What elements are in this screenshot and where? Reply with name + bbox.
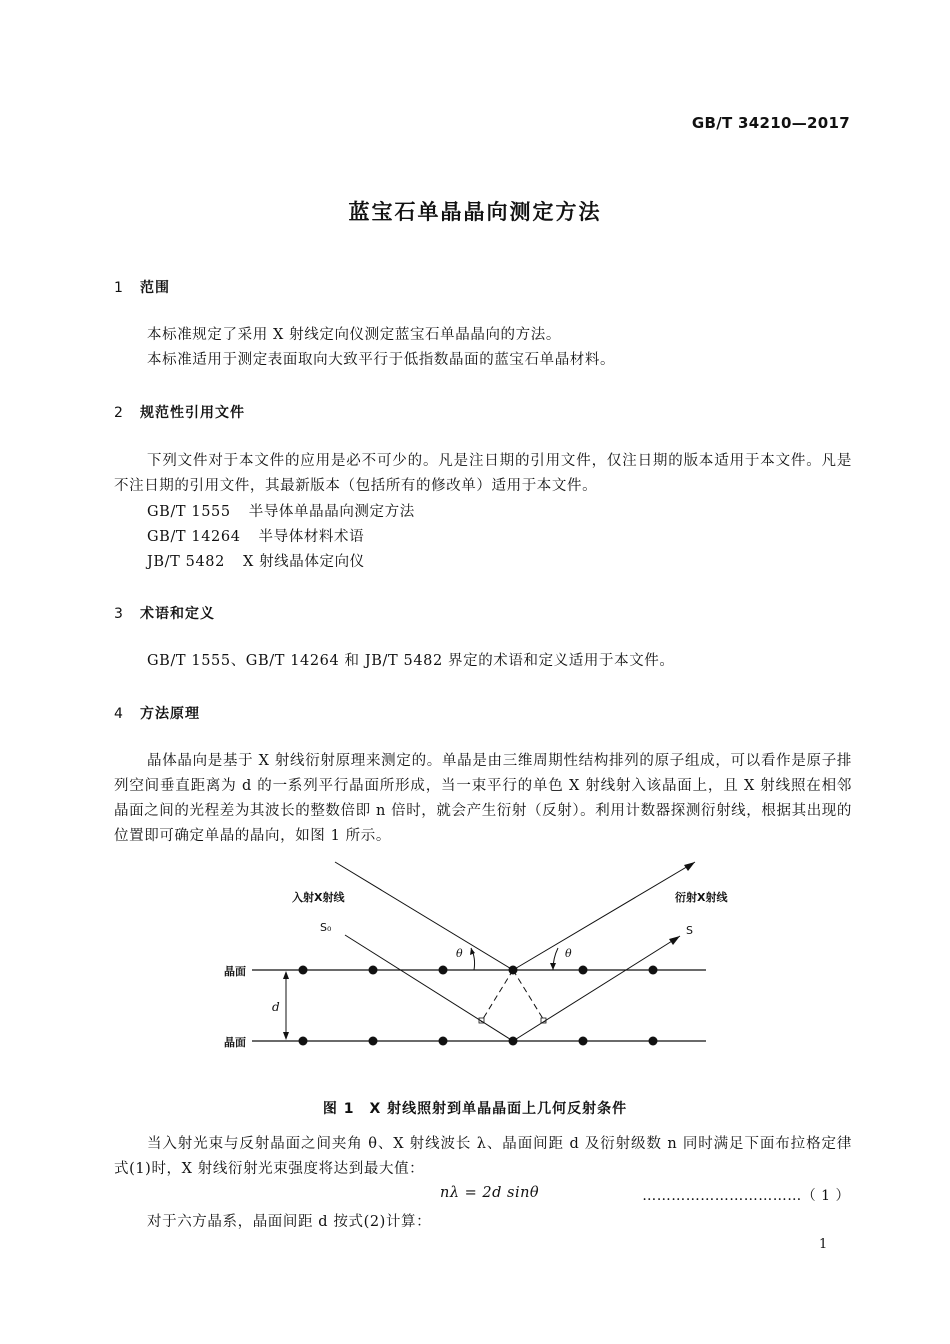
s0-label: S₀	[320, 921, 332, 934]
reference-name: X 射线晶体定向仪	[242, 554, 365, 570]
crystal-plane-label-bottom: 晶面	[224, 1036, 246, 1049]
incident-xray-label: 入射X射线	[292, 891, 345, 904]
terms-paragraph: GB/T 1555、GB/T 14264 和 JB/T 5482 界定的术语和定义适用于本文件。	[147, 653, 675, 669]
diffracted-xray-label: 衍射X射线	[675, 891, 728, 904]
path-difference-line-right	[513, 970, 545, 1022]
arrowhead	[283, 1032, 289, 1040]
scope-paragraph-2: 本标准适用于测定表面取向大致平行于低指数晶面的蓝宝石单晶材料。	[147, 352, 616, 368]
arrowhead	[669, 936, 680, 945]
atom	[649, 1037, 658, 1046]
atom	[579, 966, 588, 975]
section-number: 2	[114, 405, 124, 421]
section-number: 1	[114, 280, 124, 296]
incident-ray-upper	[335, 862, 513, 970]
reference-name: 半导体材料术语	[258, 529, 365, 545]
atom	[579, 1037, 588, 1046]
section-number: 4	[114, 706, 124, 722]
bragg-formula: nλ = 2d sinθ	[440, 1185, 540, 1201]
normative-intro-paragraph: 下列文件对于本文件的应用是必不可少的。凡是注日期的引用文件，仅注日期的版本适用于本文件。凡是不注日期的引用文件，其最新版本（包括所有的修改单）适用于本文件。	[114, 453, 852, 494]
arrowhead	[283, 971, 289, 979]
crystal-plane-label-top: 晶面	[224, 965, 246, 978]
section-title: 术语和定义	[140, 606, 215, 622]
d-spacing-label: d	[272, 1000, 280, 1014]
atom	[369, 1037, 378, 1046]
reference-name: 半导体单晶晶向测定方法	[248, 504, 415, 520]
hexagonal-paragraph: 对于六方晶系，晶面间距 d 按式(2)计算：	[147, 1214, 432, 1230]
atom	[299, 1037, 308, 1046]
atom	[299, 966, 308, 975]
arrowhead	[470, 948, 475, 955]
section-title: 方法原理	[140, 706, 200, 722]
theta-label-right: θ	[565, 947, 572, 960]
atom	[439, 1037, 448, 1046]
bragg-paragraph: 当入射光束与反射晶面之间夹角 θ、X 射线波长 λ、晶面间距 d 及衍射级数 n 同时满足下面布拉格定律式(1)时，X 射线衍射光束强度将达到最大值：	[114, 1136, 852, 1177]
atom	[439, 966, 448, 975]
scope-paragraph-1: 本标准规定了采用 X 射线定向仪测定蓝宝石单晶晶向的方法。	[147, 327, 561, 343]
atom	[649, 966, 658, 975]
figure-caption: 图 1 X 射线照射到单晶晶面上几何反射条件	[322, 1101, 628, 1117]
diffracted-ray-upper	[513, 862, 695, 970]
section-title: 规范性引用文件	[140, 405, 245, 421]
reference-code: GB/T 14264	[147, 529, 241, 545]
section-number: 3	[114, 606, 124, 622]
s-label: S	[686, 924, 693, 937]
arrowhead	[550, 963, 556, 970]
principle-paragraph: 晶体晶向是基于 X 射线衍射原理来测定的。单晶是由三维周期性结构排列的原子组成，可以看作是原子排列空间垂直距离为 d 的一系列平行晶面所形成，当一束平行的单色 X 射线射入该晶面上，且 X 射线照在相邻晶面之间的光程差为其波长的整数倍即 n 倍时，就会产生衍射（反射）。利用计数器探测衍射线，根据其出现的位置即可确定单晶的晶向，如图 1 所示。	[114, 753, 852, 844]
page-number: 1	[819, 1237, 828, 1252]
theta-label-left: θ	[456, 947, 463, 960]
incident-ray-s0	[345, 935, 513, 1041]
path-difference-line-left	[481, 970, 513, 1022]
diffracted-ray-s	[513, 936, 680, 1041]
section-title: 范围	[140, 280, 170, 296]
reference-code: JB/T 5482	[147, 554, 225, 570]
atom	[369, 966, 378, 975]
formula-number: ……………………………（ 1 ）	[642, 1188, 850, 1204]
document-title: 蓝宝石单晶晶向测定方法	[348, 200, 602, 224]
standard-number: GB/T 34210—2017	[691, 114, 850, 132]
atoms	[299, 966, 658, 1046]
reference-code: GB/T 1555	[147, 504, 231, 520]
arrowhead	[684, 862, 695, 871]
